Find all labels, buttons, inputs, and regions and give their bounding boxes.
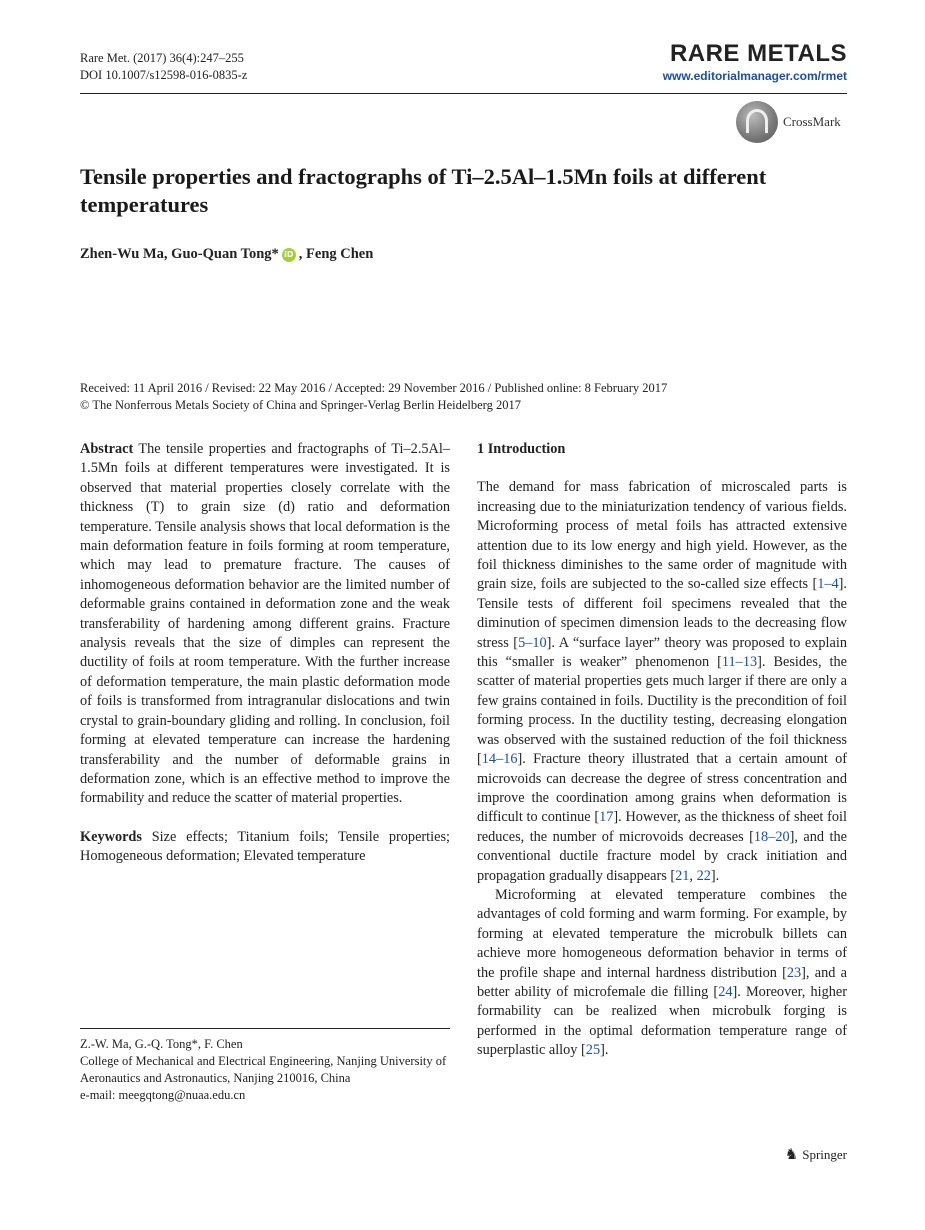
citation-link[interactable]: 18–20 xyxy=(753,828,790,845)
keywords-label: Keywords xyxy=(80,828,142,845)
publisher-name: Springer xyxy=(802,1146,847,1162)
citation-link[interactable]: 21 xyxy=(675,867,690,884)
citation-link[interactable]: 1–4 xyxy=(817,576,839,593)
orcid-icon[interactable]: iD xyxy=(282,248,296,262)
footnote-email[interactable]: e-mail: meegqtong@nuaa.edu.cn xyxy=(80,1088,246,1102)
author-list xyxy=(80,246,373,263)
footnote-divider xyxy=(80,1028,450,1029)
footnote-affiliation: College of Mechanical and Electrical Engineering, Nanjing University of Aeronautics and Astronautics, Nanjing 210016, China xyxy=(80,1054,447,1085)
publication-dates xyxy=(80,380,667,414)
crossmark-icon xyxy=(736,101,778,143)
citation-link[interactable]: 17 xyxy=(599,809,614,826)
springer-horse-icon: ♞ xyxy=(784,1147,799,1163)
author-footnote xyxy=(80,1036,450,1104)
keywords-text: Size effects; Titanium foils; Tensile properties; Homogeneous deformation; Elevated temperature xyxy=(80,828,450,865)
left-column xyxy=(80,440,450,867)
citation-link[interactable]: 5–10 xyxy=(518,634,547,651)
citation-link[interactable]: 14–16 xyxy=(481,751,518,768)
abstract-label: Abstract xyxy=(80,441,134,457)
citation-link[interactable]: 22 xyxy=(696,867,711,884)
keywords xyxy=(80,828,450,867)
author-names-1: Zhen-Wu Ma, Guo-Quan Tong* xyxy=(80,246,279,262)
doi: DOI 10.1007/s12598-016-0835-z xyxy=(80,68,248,82)
citation-link[interactable]: 24 xyxy=(718,983,733,1000)
intro-paragraph-2: Microforming at elevated temperature combines the advantages of cold forming and warm forming. For example, by forming at elevated temperature the microbulk billets can achieve more homogeneous deformation behavior in terms of the profile shape and internal hardness distribution [23], and a better ability of microfemale die filling [24]. Moreover, higher formability can be realized when microbulk forging is performed in the optimal deformation temperature range of superplastic alloy [25]. xyxy=(477,886,847,1059)
abstract xyxy=(80,440,450,809)
right-column xyxy=(477,440,847,1061)
abstract-text: The tensile properties and fractographs of Ti–2.5Al–1.5Mn foils at different temperatures were investigated. It is observed that material properties closely correlate with the thickness (T) to grain size (d) ratio and deformation temperature. Tensile analysis shows that local deformation is the main deformation feature in foils forming at room temperature, which may lead to premature fracture. The causes of inhomogeneous deformation behavior are the limited number of deformable grains contained in deformation zone and the weak transferability of hardening among different grains. Fracture analysis reveals that the size of dimples can represent the ductility of foils at room temperature. With the further increase of deformation temperature, the main plastic deformation mode of foils is transformed from intragranular dislocations and twin crystal to grain-boundary gliding and rolling. In conclusion, foil forming at elevated temperature can increase the hardening transferability and the number of deformable grains in deformation zone, which is an effective method to improve the formability and reduce the scatter of material properties. xyxy=(80,441,450,807)
citation: Rare Met. (2017) 36(4):247–255 xyxy=(80,51,244,65)
journal-name: RARE METALS xyxy=(669,40,847,67)
citation-link[interactable]: 23 xyxy=(786,964,802,981)
journal-header xyxy=(663,40,847,84)
intro-paragraph-1: The demand for mass fabrication of microscaled parts is increasing due to the miniaturization tendency of various fields. Microforming process of metal foils has attracted extensive attention due to its low energy and high yield. However, as the foil thickness diminishes to the same order of magnitude with grain size, foils are subjected to the so-called size effects [1–4]. Tensile tests of different foil specimens revealed that the diminution of specimen dimension leads to the decreasing flow stress [5–10]. A “surface layer” theory was proposed to explain this “smaller is weaker” phenomenon [11–13]. Besides, the scatter of material properties gets much larger if there are only a few grains contained in foils. Ductility is the precondition of foil forming process. In the ductility testing, decreasing elongation was observed with the sustained reduction of the foil thickness [14–16]. Fracture theory illustrated that a certain amount of microvoids can decrease the degree of stress concentration and improve the coordination among grains when deformation is difficult to continue [17]. However, as the thickness of sheet foil reduces, the number of microvoids decreases [18–20], and the conventional ductile fracture model by crack initiation and propagation gradually disappears [21, 22]. xyxy=(477,479,847,884)
crossmark-label: CrossMark xyxy=(783,114,841,129)
running-header xyxy=(80,50,247,84)
journal-url-link[interactable]: www.editorialmanager.com/rmet xyxy=(662,69,847,83)
section-heading-introduction: 1 Introduction xyxy=(477,441,566,457)
history-dates: Received: 11 April 2016 / Revised: 22 May 2016 / Accepted: 29 November 2016 / Published online: 8 February 2017 xyxy=(80,381,668,395)
crossmark-badge[interactable] xyxy=(736,101,841,143)
header-divider xyxy=(80,93,847,94)
copyright-line: © The Nonferrous Metals Society of China and Springer-Verlag Berlin Heidelberg 2017 xyxy=(80,398,521,412)
publisher-logo xyxy=(785,1145,847,1164)
citation-link[interactable]: 25 xyxy=(585,1042,601,1059)
author-names-2: , Feng Chen xyxy=(298,246,374,262)
footnote-authors: Z.-W. Ma, G.-Q. Tong*, F. Chen xyxy=(80,1037,243,1051)
paper-title: Tensile properties and fractographs of Ti–2.5Al–1.5Mn foils at different temperatures xyxy=(80,164,767,217)
citation-link[interactable]: 11–13 xyxy=(721,654,758,671)
